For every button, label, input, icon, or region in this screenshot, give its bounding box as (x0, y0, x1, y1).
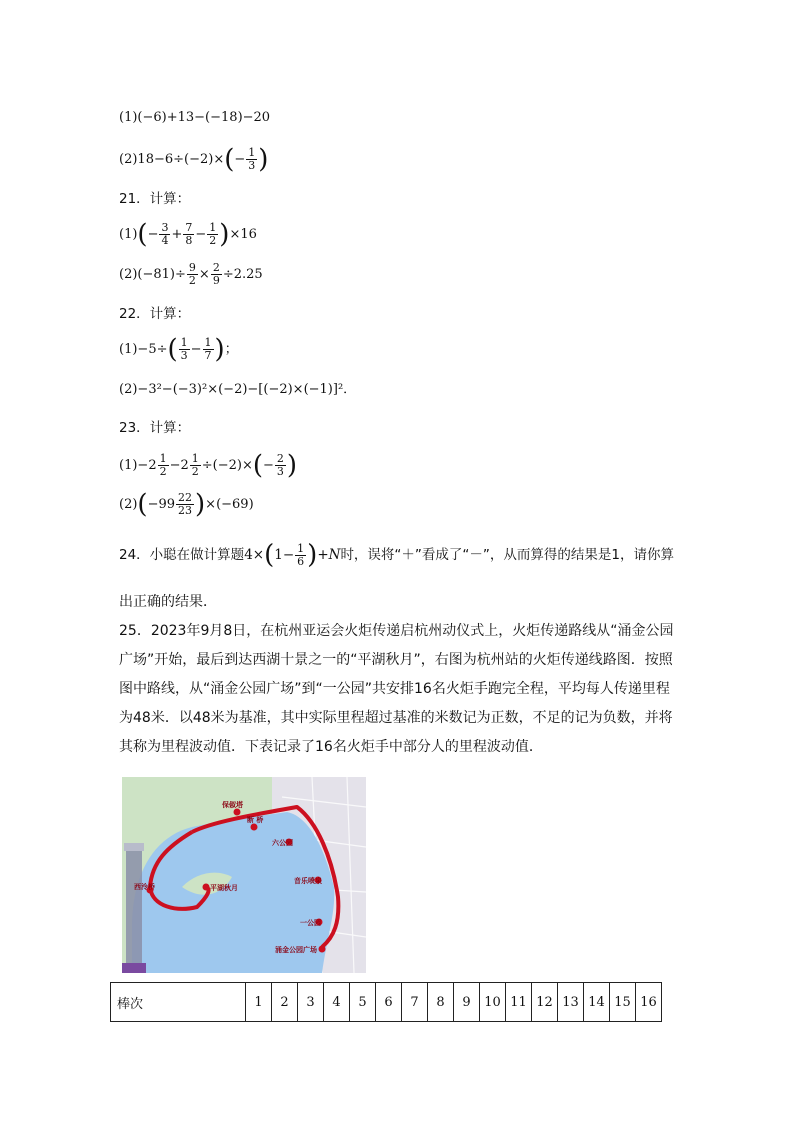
q24-line2: 出正确的结果． (119, 594, 217, 610)
q20-part1 (119, 110, 270, 126)
map-label-park1: 一公园 (300, 919, 321, 927)
table-cell: 1 (246, 983, 272, 1022)
map-label-xiling-bridge: 西泠桥 (134, 883, 155, 891)
q22-part2 (119, 382, 356, 398)
table-row (111, 983, 662, 1022)
q24-line1: 24．小聪在做计算题4×(1− $\frac{1}{6}$ )+N时，误将“＋”看成了“－”，从而算得的结果是1，请你算 (119, 540, 675, 570)
table-cell: 7 (402, 983, 428, 1022)
part-label: (1) (119, 458, 138, 473)
table-cell: 10 (480, 983, 506, 1022)
torch-base (122, 963, 146, 973)
q21-part2 (119, 262, 263, 287)
part-label: (1) (119, 110, 138, 125)
torch-relay-map (122, 777, 366, 973)
plus-sign: + (171, 227, 183, 242)
table-cell: 6 (376, 983, 402, 1022)
part-label: (1) (119, 342, 138, 357)
q25-line2: 广场”开始，最后到达西湖十景之一的“平湖秋月”，右图为杭州站的火炬传递线路图．按照 (119, 652, 673, 668)
math-expression: 18−6÷(−2)× (137, 152, 225, 167)
table-cell: 9 (454, 983, 480, 1022)
baton-table (110, 982, 662, 1022)
q22-title: 22．计算： (119, 306, 191, 322)
math-expression: ÷(−2)× (201, 458, 253, 473)
fraction: $\frac{1}{2}$ (209, 221, 217, 247)
fraction: $\frac{1}{3}$ (180, 336, 188, 362)
fraction: $\frac{1}{2}$ (191, 452, 199, 478)
q20-part2: (2)18−6÷(−2)×(− $\frac{1}{3}$ ) (119, 144, 269, 175)
table-cell: 5 (350, 983, 376, 1022)
q23-part1: (1)−2 $\frac{1}{2}$ −2 $\frac{1}{2}$ ÷(−2)×(− $\frac{2}{3}$ ) (119, 450, 298, 481)
minus-sign: − (147, 227, 159, 242)
fraction: $\frac{22}{23}$ (178, 491, 193, 517)
fraction: $\frac{1}{2}$ (159, 452, 167, 478)
math-expression: +N (317, 547, 341, 563)
torch-icon (126, 847, 142, 973)
table-cell: 2 (272, 983, 298, 1022)
fraction: $\frac{3}{4}$ (161, 221, 169, 247)
minus-sign: − (195, 227, 207, 242)
q22-part1: (1)−5÷( $\frac{1}{3}$ − $\frac{1}{7}$ )； (119, 334, 238, 365)
table-cell: 8 (428, 983, 454, 1022)
math-expression: −3²−(−3)²×(−2)−[(−2)×(−1)]²． (137, 382, 357, 397)
q25-line1: 25．2023年9月8日，在杭州亚运会火炬传递启杭州动仪式上，火炬传递路线从“涌金公园 (119, 623, 674, 639)
fraction: $\frac{1}{7}$ (204, 336, 212, 362)
part-label: (2) (119, 152, 138, 167)
math-expression: −2 (169, 458, 189, 473)
math-expression: (−81)÷ (137, 267, 186, 282)
map-label-music-fountain: 音乐喷泉 (294, 877, 322, 885)
map-label-park6: 六公园 (272, 839, 293, 847)
fraction: $\frac{1}{6}$ (297, 542, 305, 568)
math-expression: ÷2.25 (222, 267, 263, 282)
part-label: (2) (119, 267, 138, 282)
part-label: (1) (119, 227, 138, 242)
q25-line5: 其称为里程波动值．下表记录了16名火炬手中部分人的里程波动值． (119, 739, 543, 755)
math-expression: 4× (244, 547, 265, 563)
torch-head (124, 843, 144, 851)
table-cell: 4 (324, 983, 350, 1022)
question-text: 24．小聪在做计算题 (119, 547, 245, 563)
minus-sign: − (263, 458, 274, 473)
minus-sign: − (234, 152, 246, 167)
question-text: 时，误将“＋”看成了“－”，从而算得的结果是1，请你算 (340, 547, 675, 563)
math-expression: ×(−69) (205, 497, 254, 512)
fraction: $\frac{7}{8}$ (185, 221, 193, 247)
table-cell: 13 (558, 983, 584, 1022)
table-cell: 3 (298, 983, 324, 1022)
table-cell: 14 (584, 983, 610, 1022)
math-expression: −5÷ (137, 342, 168, 357)
map-label-baochu-tower: 保俶塔 (222, 801, 243, 809)
punctuation: ； (224, 342, 238, 357)
fraction: $\frac{1}{3}$ (248, 146, 256, 172)
math-expression: 1− (274, 547, 295, 563)
math-expression: (−6)+13−(−18)−20 (137, 110, 271, 125)
fraction: $\frac{9}{2}$ (188, 261, 196, 287)
map-illustration (122, 777, 366, 973)
q21-title: 21．计算： (119, 191, 191, 207)
table-header-cell: 棒次 (111, 983, 246, 1022)
math-expression: −2 (137, 458, 157, 473)
math-expression: ×16 (229, 227, 257, 242)
part-label: (2) (119, 497, 138, 512)
fraction: $\frac{2}{9}$ (212, 261, 220, 287)
table-cell: 16 (636, 983, 662, 1022)
fraction: $\frac{2}{3}$ (276, 452, 284, 478)
part-label: (2) (119, 382, 138, 397)
table-cell: 11 (506, 983, 532, 1022)
q23-part2: (2)(−99 $\frac{22}{23}$ )×(−69) (119, 489, 254, 520)
q25-line4: 为48米．以48米为基准，其中实际里程超过基准的米数记为正数，不足的记为负数，并将 (119, 710, 673, 726)
map-label-yongjin: 涌金公园广场 (275, 946, 317, 954)
minus-sign: − (190, 342, 202, 357)
table-cell: 12 (532, 983, 558, 1022)
times-sign: × (198, 267, 210, 282)
math-expression: −99 (147, 497, 176, 512)
map-label-broken-bridge: 断 桥 (247, 816, 264, 824)
q23-title: 23．计算： (119, 420, 191, 436)
q25-line3: 图中路线，从“涌金公园广场”到“一公园”共安排16名火炬手跑完全程，平均每人传递里程 (119, 681, 670, 697)
q21-part1: (1)(− $\frac{3}{4}$ + $\frac{7}{8}$ − $\frac{1}{2}$ )×16 (119, 219, 257, 250)
map-label-pinghu: 平湖秋月 (210, 884, 238, 892)
table-cell: 15 (610, 983, 636, 1022)
